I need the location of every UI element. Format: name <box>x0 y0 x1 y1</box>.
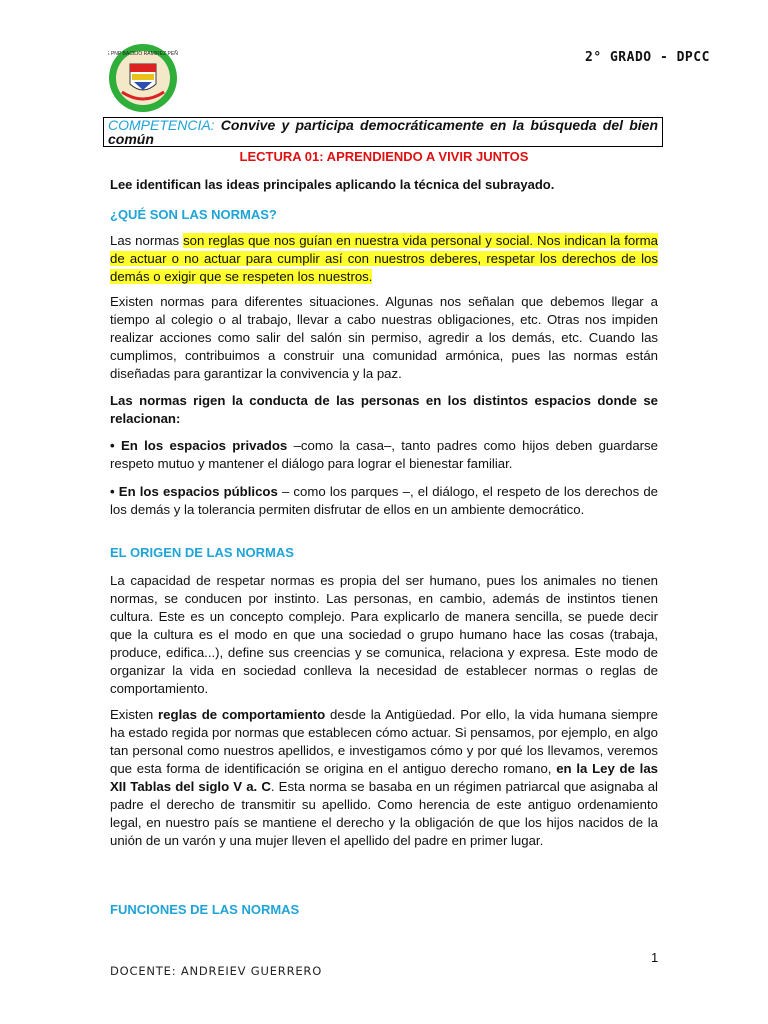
page-number: 1 <box>651 950 659 965</box>
paragraph-reglas <box>110 706 658 850</box>
heading-origen-normas: EL ORIGEN DE LAS NORMAS <box>110 545 294 560</box>
competencia-box <box>103 117 663 147</box>
reglas-bold-2: en la Ley de las XII Tablas del siglo V a. C <box>110 761 659 794</box>
reglas-c: desde la Antigüedad. Por ello, la vida humana siempre ha estado regida por normas que establecen cómo actuar. Si pensamos, por ejemplo, en algo tan personal como nuestros apellidos, e investigamos cómo y por qué los llevamos, veremos que esta forma de identificación se origina en el antiguo derecho romano, <box>110 707 658 776</box>
paragraph-situaciones: Existen normas para diferentes situaciones. Algunas nos señalan que debemos llegar a tiempo al colegio o al trabajo, llevar a cabo nuestras obligaciones, etc. Otras nos impiden realizar acciones como salir del salón sin permiso, agredir a los demás, etc. Cuando las cumplimos, contribuimos a construir una comunidad armónica, pues las normas están diseñadas para garantizar la convivencia y la paz. <box>110 294 658 381</box>
paragraph-definicion <box>110 232 658 286</box>
bullet-publicos-bold: • En los espacios públicos <box>110 484 278 499</box>
heading-funciones-normas: FUNCIONES DE LAS NORMAS <box>110 902 300 917</box>
reglas-e: . Esta norma se basaba en un régimen patriarcal que asignaba al padre el derecho de transmitir su apellido. Como herencia de este antiguo ordenamiento legal, en nuestro país se mantiene el derecho y la obligación de que los hijos nacidos de la unión de un varón y una mujer lleven el apellido del padre en primer lugar. <box>110 779 658 848</box>
bullet-publicos-text: – como los parques –, el diálogo, el respeto de los derechos de los demás y la tolerancia permiten disfrutar de ellos en un ambiente democrático. <box>110 484 658 517</box>
grade-label: 2° GRADO - DPCC <box>585 50 710 65</box>
bullet-privados-text: –como la casa–, tanto padres como hijos deben guardarse respeto mutuo y mantener el diálogo para lograr el bienestar familiar. <box>110 438 658 471</box>
paragraph-espacios: Las normas rigen la conducta de las personas en los distintos espacios donde se relacionan: <box>110 393 658 426</box>
intro-instruction: Lee identifican las ideas principales aplicando la técnica del subrayado. <box>110 177 555 192</box>
bullet-espacios-publicos <box>110 483 658 519</box>
competencia-line-1 <box>108 118 658 132</box>
bullet-privados-bold: • En los espacios privados <box>110 438 288 453</box>
competencia-text-1: Convive y participa democráticamente en la búsqueda del bien <box>220 117 658 133</box>
lectura-title: LECTURA 01: APRENDIENDO A VIVIR JUNTOS <box>239 149 529 164</box>
paragraph-capacidad: La capacidad de respetar normas es propia del ser humano, pues los animales no tienen normas, se conducen por instinto. Las personas, en cambio, además de instintos tienen cultura. Este es un concepto complejo. Para explicarlo de manera sencilla, se puede decir que la cultura es el modo en que una sociedad o grupo humano hace las cosas (trabaja, produce, edifica...), define sus creencias y se comunica, relaciona y expresa. Este modo de organizar la vida en sociedad conlleva la necesidad de establecer normas o reglas de comportamiento. <box>110 573 658 696</box>
heading-que-son-normas: ¿QUÉ SON LAS NORMAS? <box>110 207 277 222</box>
competencia-text-2: común <box>108 131 154 147</box>
definicion-start: Las normas <box>110 233 184 248</box>
bullet-espacios-privados <box>110 437 658 473</box>
reglas-bold-1: reglas de comportamiento <box>158 707 326 722</box>
docente-footer: DOCENTE: ANDREIEV GUERRERO <box>110 964 323 978</box>
school-logo <box>108 42 178 114</box>
highlighted-definition: son reglas que nos guían en nuestra vida personal y social. Nos indican la forma de actuar o no actuar para cumplir así con nuestros deberes, respetar los derechos de los demás o exigir que se respeten los nuestros. <box>110 233 658 284</box>
svg-text:IE PNP BACILIO RAMIREZ PEÑA: IE PNP BACILIO RAMIREZ PEÑA <box>108 51 178 57</box>
competencia-label: COMPETENCIA: <box>108 117 215 133</box>
reglas-a: Existen <box>110 707 159 722</box>
